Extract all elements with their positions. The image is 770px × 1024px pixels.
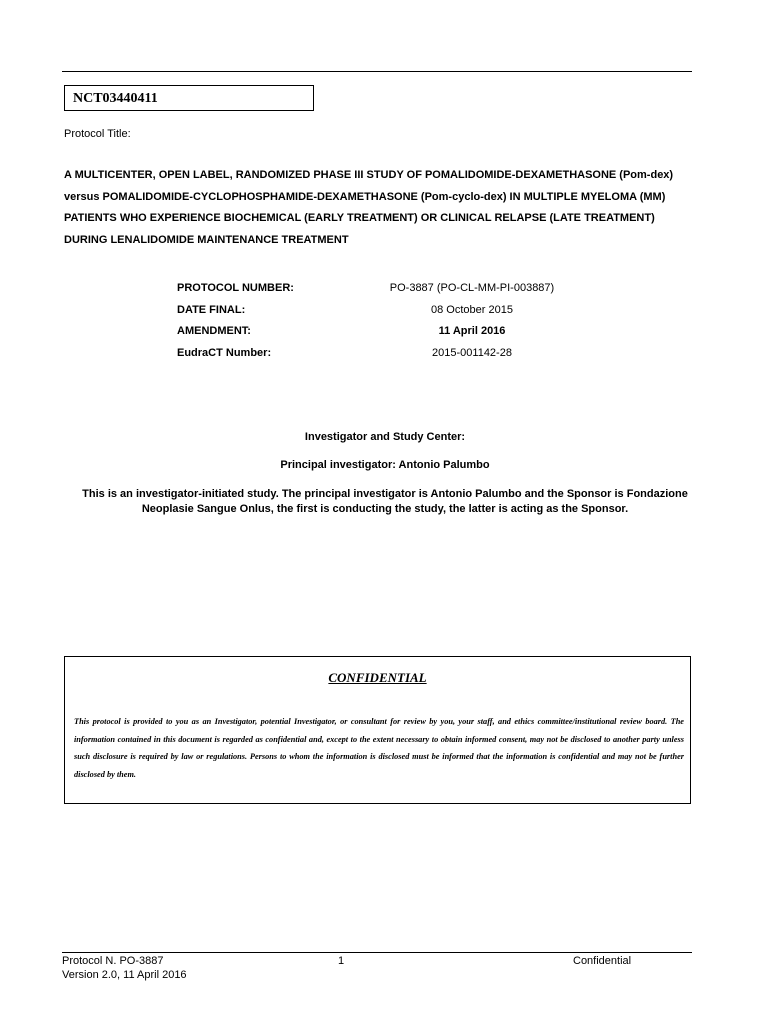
date-final-value: 08 October 2015 bbox=[431, 303, 513, 316]
amendment-row bbox=[177, 325, 577, 347]
protocol-info-table bbox=[177, 282, 577, 369]
footer-rule bbox=[62, 952, 692, 953]
statement-line: This is an investigator-initiated study. The principal investigator is Antonio Palumbo and the Sponsor is Fondazione bbox=[82, 488, 688, 500]
confidential-box bbox=[64, 656, 691, 804]
title-line: DURING LENALIDOMIDE MAINTENANCE TREATMENT bbox=[64, 233, 349, 246]
confidential-text: This protocol is provided to you as an Investigator, potential Investigator, or consultant for review by you, your staff, and ethics committee/institutional review board. The information contained in this document is regarded as confidential and, except to the extent necessary to obtain informed consent, may not be disclosed to another party unless such disclosure is required by law or regulations. Persons to whom the information is disclosed must be informed that the information is confidential and may not be further disclosed by them. bbox=[74, 717, 684, 779]
date-final-label: DATE FINAL: bbox=[177, 303, 246, 316]
amendment-label: AMENDMENT: bbox=[177, 325, 251, 338]
eudract-row bbox=[177, 347, 577, 369]
page-number: 1 bbox=[338, 955, 345, 967]
protocol-title bbox=[64, 165, 691, 251]
protocol-number-value: PO-3887 (PO-CL-MM-PI-003887) bbox=[389, 282, 555, 294]
footer-protocol: Protocol N. PO-3887 bbox=[62, 955, 164, 967]
title-line: versus POMALIDOMIDE-CYCLOPHOSPHAMIDE-DEXAMETHASONE (Pom-cyclo-dex) IN MULTIPLE MYELOMA (MM) bbox=[64, 190, 666, 203]
footer-confidential: Confidential bbox=[573, 955, 632, 967]
investigator-heading: Investigator and Study Center: bbox=[304, 431, 466, 443]
eudract-label: EudraCT Number: bbox=[177, 347, 272, 360]
protocol-number-row bbox=[177, 282, 577, 304]
footer-left bbox=[62, 954, 187, 982]
protocol-title-label: Protocol Title: bbox=[64, 128, 131, 140]
amendment-value: 11 April 2016 bbox=[438, 325, 506, 338]
principal-investigator: Principal investigator: Antonio Palumbo bbox=[280, 459, 490, 471]
protocol-number-label: PROTOCOL NUMBER: bbox=[177, 282, 294, 294]
nct-id-box bbox=[64, 85, 314, 111]
sponsor-statement bbox=[60, 487, 710, 516]
title-line: PATIENTS WHO EXPERIENCE BIOCHEMICAL (EARLY TREATMENT) OR CLINICAL RELAPSE (LATE TREATMENT) bbox=[64, 212, 655, 224]
header-rule bbox=[62, 71, 692, 72]
statement-line: Neoplasie Sangue Onlus, the first is conducting the study, the latter is acting as the Sponsor. bbox=[141, 502, 629, 515]
date-final-row bbox=[177, 304, 577, 326]
nct-id: NCT03440411 bbox=[73, 91, 158, 106]
confidential-title: CONFIDENTIAL bbox=[328, 670, 427, 685]
title-line: A MULTICENTER, OPEN LABEL, RANDOMIZED PHASE III STUDY OF POMALIDOMIDE-DEXAMETHASONE (Pom-dex) bbox=[64, 169, 674, 181]
footer-version: Version 2.0, 11 April 2016 bbox=[62, 969, 187, 981]
eudract-value: 2015-001142-28 bbox=[432, 347, 512, 360]
